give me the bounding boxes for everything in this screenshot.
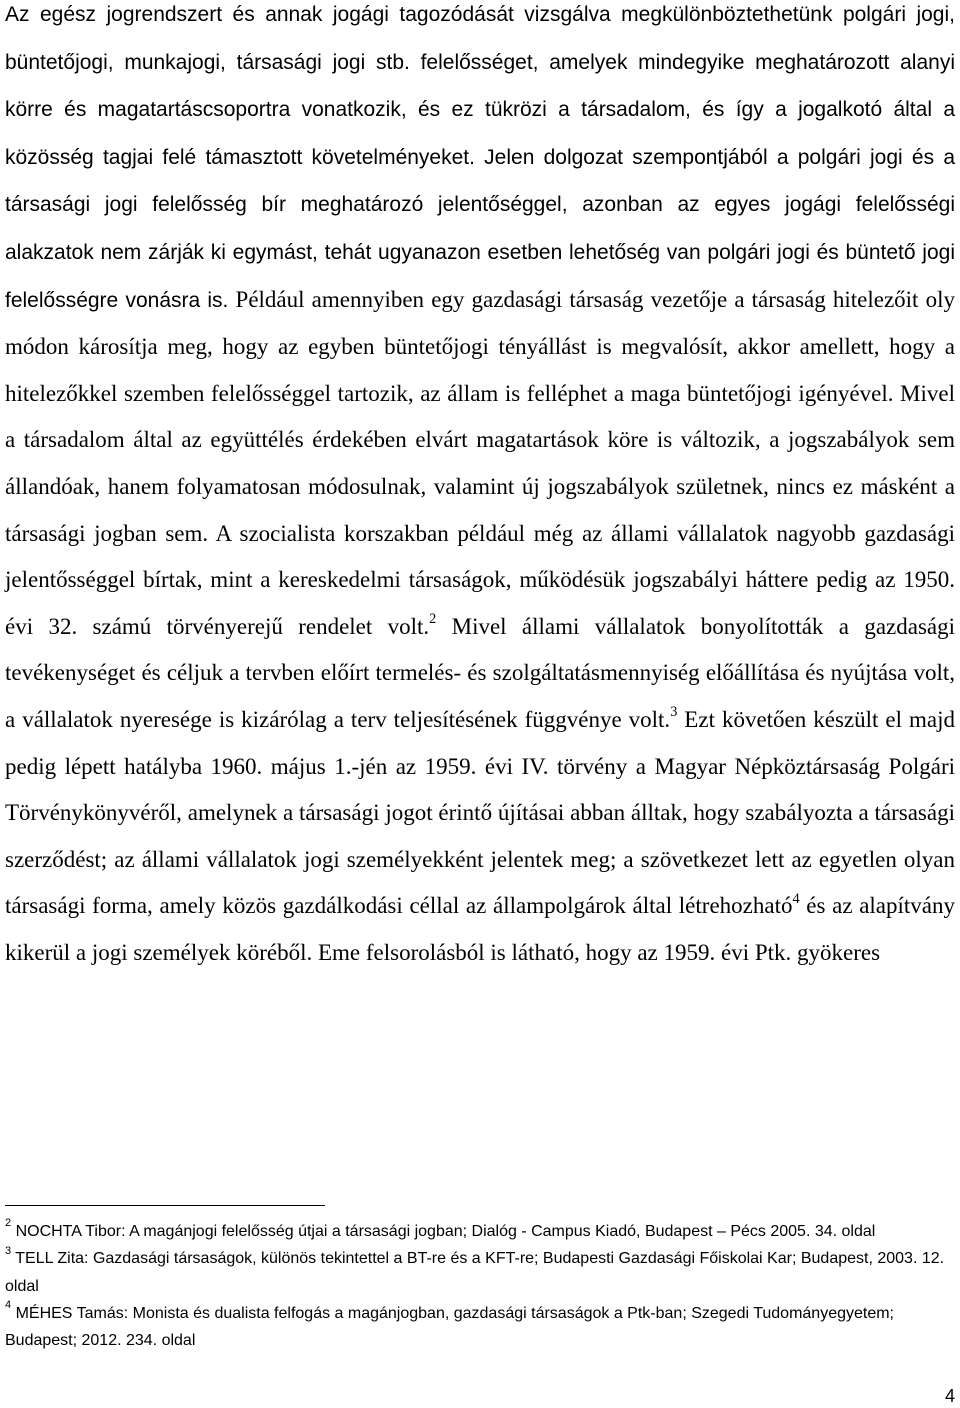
footnote-number: 3: [5, 1244, 12, 1257]
footnote-reference[interactable]: 3: [670, 704, 678, 721]
page-number: 4: [944, 1386, 955, 1406]
footnotes-section: [5, 1218, 955, 1354]
footnote-text: NOCHTA Tibor: A magánjogi felelősség útjai a társasági jogban; Dialóg - Campus Kiadó, Budapest – Pécs 2005. 34. oldal: [11, 1223, 876, 1240]
footnote-number: 4: [5, 1299, 12, 1312]
footnote-text: TELL Zita: Gazdasági társaságok, különös tekintettel a BT-re és a KFT-re; Budapesti Gazdasági Főiskolai Kar; Budapest, 2003. 12. oldal: [5, 1250, 945, 1295]
footnote: [5, 1300, 955, 1355]
footnote-reference[interactable]: 2: [429, 610, 437, 627]
footnote-separator: [5, 1205, 325, 1206]
footnote: [5, 1218, 955, 1245]
footnote: [5, 1245, 955, 1300]
body-text-segment: Például amennyiben egy gazdasági társaság vezetője a társaság hitelezőit oly módon károsítja meg, hogy az egyben büntetőjogi tényállást is megvalósít, akkor amellett, hogy a hitelezőkkel szemben felelősséggel tartozik, az állam is felléphet a maga büntetőjogi igényével. Mivel a társadalom által az együttélés érdekében elvárt magatartások köre is változik, a jogszabályok sem állandóak, hanem folyamatosan módosulnak, valamint új jogszabályok születnek, nincs ez másként a társasági jogban sem. A szocialista korszakban például még az állami vállalatok nagyobb gazdasági jelentősséggel bírtak, mint a kereskedelmi társaságok, működésük jogszabályi háttere pedig az 1950. évi 32. számú törvényerejű rendelet volt.: [5, 286, 955, 639]
body-text-segment: Az egész jogrendszert és annak jogági tagozódását vizsgálva megkülönböztethetünk polgári jogi, büntetőjogi, munkajogi, társasági jogi stb. felelősséget, amelyek mindegyike meghatározott alanyi körre és magatartáscsoportra vonatkozik, és ez tükrözi a társadalom, és így a jogalkotó által a közösség tagjai felé támasztott követelményeket. Jelen dolgozat szempontjából a polgári jogi és a társasági jogi felelősség bír meghatározó jelentőséggel, azonban az egyes jogági felelősségi alakzatok nem zárják ki egymást, tehát ugyanazon esetben lehetőség van polgári jogi és büntető jogi felelősségre vonásra is.: [5, 3, 955, 312]
body-text-segment: Mivel állami vállalatok bonyolították a gazdasági tevékenységet és céljuk a tervben előírt termelés- és szolgáltatásmennyiség előállítása és nyújtása volt, a vállalatok nyeresége is kizárólag a terv teljesítésének függvénye volt.: [5, 613, 955, 732]
footnote-text: MÉHES Tamás: Monista és dualista felfogás a magánjogban, gazdasági társaságok a Ptk-ban; Szegedi Tudományegyetem; Budapest; 2012. 234. oldal: [5, 1304, 894, 1350]
body-text-segment: Ezt követően készült el majd pedig lépett hatályba 1960. május 1.-jén az 1959. évi IV. törvény a Magyar Népköztársaság Polgári Törvénykönyvéről, amelynek a társasági jogot érintő újításai abban álltak, hogy szabályozta a társasági szerződést; az állami vállalatok jogi személyekként jelentek meg; a szövetkezet lett az egyetlen olyan társasági forma, amely közös gazdálkodási céllal az állampolgárok által létrehozható: [5, 706, 955, 919]
footnote-number: 2: [5, 1217, 12, 1230]
body-text-segment: és az alapítvány kikerül a jogi személyek köréből. Eme felsorolásból is látható, hogy az 1959. évi Ptk. gyökeres: [5, 893, 955, 965]
footnote-reference[interactable]: 4: [792, 890, 800, 907]
body-paragraph: [5, 0, 955, 976]
